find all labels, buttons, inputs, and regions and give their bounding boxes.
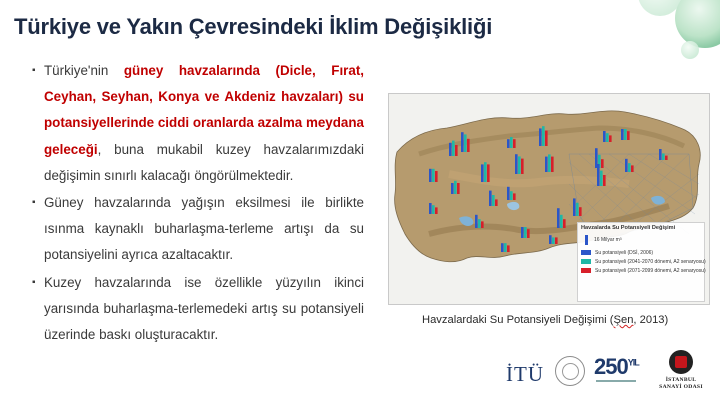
basin-bar bbox=[449, 143, 452, 156]
basin-bar bbox=[487, 164, 490, 182]
basin-bar bbox=[609, 135, 612, 142]
legend-scale-label: 16 Milyar m³ bbox=[594, 237, 622, 243]
caption-text: Havzalardaki Su Potansiyeli Değişimi ( bbox=[422, 314, 614, 326]
basin-bar bbox=[552, 237, 555, 244]
bullet-text: , buna mukabil kuzey havzalarımızdaki değişimin sınırlı kalacağı öngörülmektedir. bbox=[44, 141, 364, 183]
basin-bar bbox=[429, 203, 432, 214]
itu-logo: İTÜ bbox=[506, 362, 544, 386]
basin-bar bbox=[432, 205, 435, 214]
basin-bar bbox=[603, 131, 606, 142]
basin-bar bbox=[665, 156, 668, 160]
basin-bar bbox=[510, 191, 513, 200]
basin-bar bbox=[597, 164, 600, 186]
caption-year: , 2013) bbox=[633, 314, 669, 326]
basin-bar bbox=[495, 199, 498, 206]
legend-label: Su potansiyeli (DSİ, 2006) bbox=[595, 249, 654, 256]
bullet-text: Türkiye'nin bbox=[44, 63, 124, 78]
basin-bar bbox=[606, 133, 609, 142]
basin-bar bbox=[621, 129, 624, 140]
basin-bar bbox=[542, 126, 545, 146]
iso-gear-icon bbox=[669, 350, 693, 374]
legend-swatch-blue bbox=[581, 250, 591, 255]
basin-bar bbox=[625, 159, 628, 172]
basin-bar bbox=[464, 134, 467, 152]
basin-bar bbox=[601, 159, 604, 168]
anniversary-logo bbox=[594, 354, 639, 380]
basin-bar bbox=[432, 169, 435, 182]
basin-bar bbox=[555, 237, 558, 244]
bullet-list bbox=[32, 58, 364, 348]
basin-bar bbox=[455, 145, 458, 156]
basin-bar bbox=[521, 227, 524, 238]
basin-bar bbox=[510, 137, 513, 148]
basin-bar bbox=[631, 165, 634, 172]
istanbul-sanayi-odasi-logo bbox=[656, 350, 706, 398]
scale-bar-icon bbox=[585, 235, 588, 245]
anniversary-number: 250 bbox=[594, 354, 628, 379]
anniversary-underline bbox=[596, 380, 636, 382]
legend-swatch-teal bbox=[581, 259, 591, 264]
bullet-item bbox=[32, 190, 364, 269]
basin-bar bbox=[627, 131, 630, 140]
basin-bar bbox=[515, 154, 518, 174]
legend-row-dsi bbox=[581, 248, 701, 257]
basin-bar bbox=[435, 207, 438, 214]
basin-bar bbox=[659, 149, 662, 160]
basin-bar bbox=[467, 139, 470, 152]
basin-bar bbox=[461, 132, 464, 152]
basin-bar bbox=[429, 169, 432, 182]
basin-bar bbox=[452, 141, 455, 156]
basin-bar bbox=[518, 156, 521, 174]
basin-bar bbox=[507, 139, 510, 148]
basin-bar bbox=[600, 171, 603, 186]
itu-seal-icon bbox=[555, 356, 585, 386]
basin-bar bbox=[557, 208, 560, 228]
basin-bar bbox=[492, 195, 495, 206]
legend-scale bbox=[581, 234, 701, 246]
bullet-text: Güney havzalarında yağışın eksilmesi ile birlikte ısınma kaynaklı buharlaşma-terleme artışı da su potansiyelini ayrıca azaltacaktır. bbox=[44, 195, 364, 263]
basin-bar bbox=[624, 129, 627, 140]
basin-bar bbox=[504, 243, 507, 252]
basin-bar bbox=[501, 243, 504, 252]
basin-bar bbox=[563, 219, 566, 228]
basin-bar bbox=[481, 164, 484, 182]
basin-bar bbox=[573, 198, 576, 216]
legend-row-2041 bbox=[581, 257, 706, 266]
basin-bar bbox=[451, 183, 454, 194]
legend-label: Su potansiyeli (2071-2099 dönemi, A2 senaryosu) bbox=[595, 267, 706, 274]
bullet-highlight-text: güney havzalarında (Dicle, Fırat, Ceyhan, Seyhan, Konya ve Akdeniz havzaları) su potansiyellerinde ciddi oranlarda azalma meydana geleceği bbox=[44, 63, 365, 157]
square-bullet-icon: ▪ bbox=[32, 276, 36, 288]
bullet-item bbox=[32, 270, 364, 349]
basin-bar bbox=[551, 157, 554, 172]
basin-bar bbox=[513, 193, 516, 200]
basin-bar bbox=[603, 175, 606, 186]
square-bullet-icon: ▪ bbox=[32, 197, 36, 209]
iso-name-line1: İSTANBUL bbox=[665, 377, 697, 383]
basin-bar bbox=[524, 227, 527, 238]
basin-bar bbox=[545, 157, 548, 172]
caption-author: Şen bbox=[613, 314, 634, 326]
basin-bar bbox=[435, 171, 438, 182]
basin-bar bbox=[507, 245, 510, 252]
basin-bar bbox=[527, 229, 530, 238]
basin-bar bbox=[521, 159, 524, 174]
basin-bar bbox=[489, 191, 492, 206]
map-caption bbox=[422, 314, 668, 326]
legend-row-2071 bbox=[581, 266, 706, 275]
bullet-item bbox=[32, 58, 364, 189]
legend-swatch-red bbox=[581, 268, 591, 273]
basin-bar bbox=[539, 128, 542, 146]
basin-bar bbox=[478, 219, 481, 228]
basin-bar bbox=[481, 221, 484, 228]
legend-title: Havzalarda Su Potansiyeli Değişimi bbox=[581, 225, 676, 231]
basin-bar bbox=[454, 181, 457, 194]
basin-bar bbox=[548, 154, 551, 172]
basin-bar bbox=[560, 215, 563, 228]
basin-bar bbox=[475, 215, 478, 228]
basin-bar bbox=[457, 183, 460, 194]
basin-bar bbox=[484, 162, 487, 182]
basin-bar bbox=[579, 207, 582, 216]
bullet-text: Kuzey havzalarında ise özellikle yüzyılın ikinci yarısında buharlaşma-terlemedeki artış su potansiyeli üzerinde baskı oluşturacaktır. bbox=[44, 274, 364, 343]
basin-bar bbox=[507, 187, 510, 200]
basin-bar bbox=[662, 153, 665, 160]
basin-bar bbox=[549, 235, 552, 244]
slide-title: Türkiye ve Yakın Çevresindeki İklim Değişikliği bbox=[14, 14, 493, 39]
basin-bar bbox=[576, 203, 579, 216]
legend-label: Su potansiyeli (2041-2070 dönemi, A2 senaryosu) bbox=[595, 258, 706, 265]
square-bullet-icon: ▪ bbox=[32, 65, 36, 76]
iso-name-line2: SANAYİ ODASI bbox=[659, 384, 703, 390]
basin-bar bbox=[545, 131, 548, 146]
anniversary-suffix: YIL bbox=[627, 357, 639, 368]
basin-bar bbox=[513, 139, 516, 148]
map-legend bbox=[577, 222, 705, 302]
water-potential-map bbox=[388, 93, 710, 305]
basin-bar bbox=[628, 163, 631, 172]
